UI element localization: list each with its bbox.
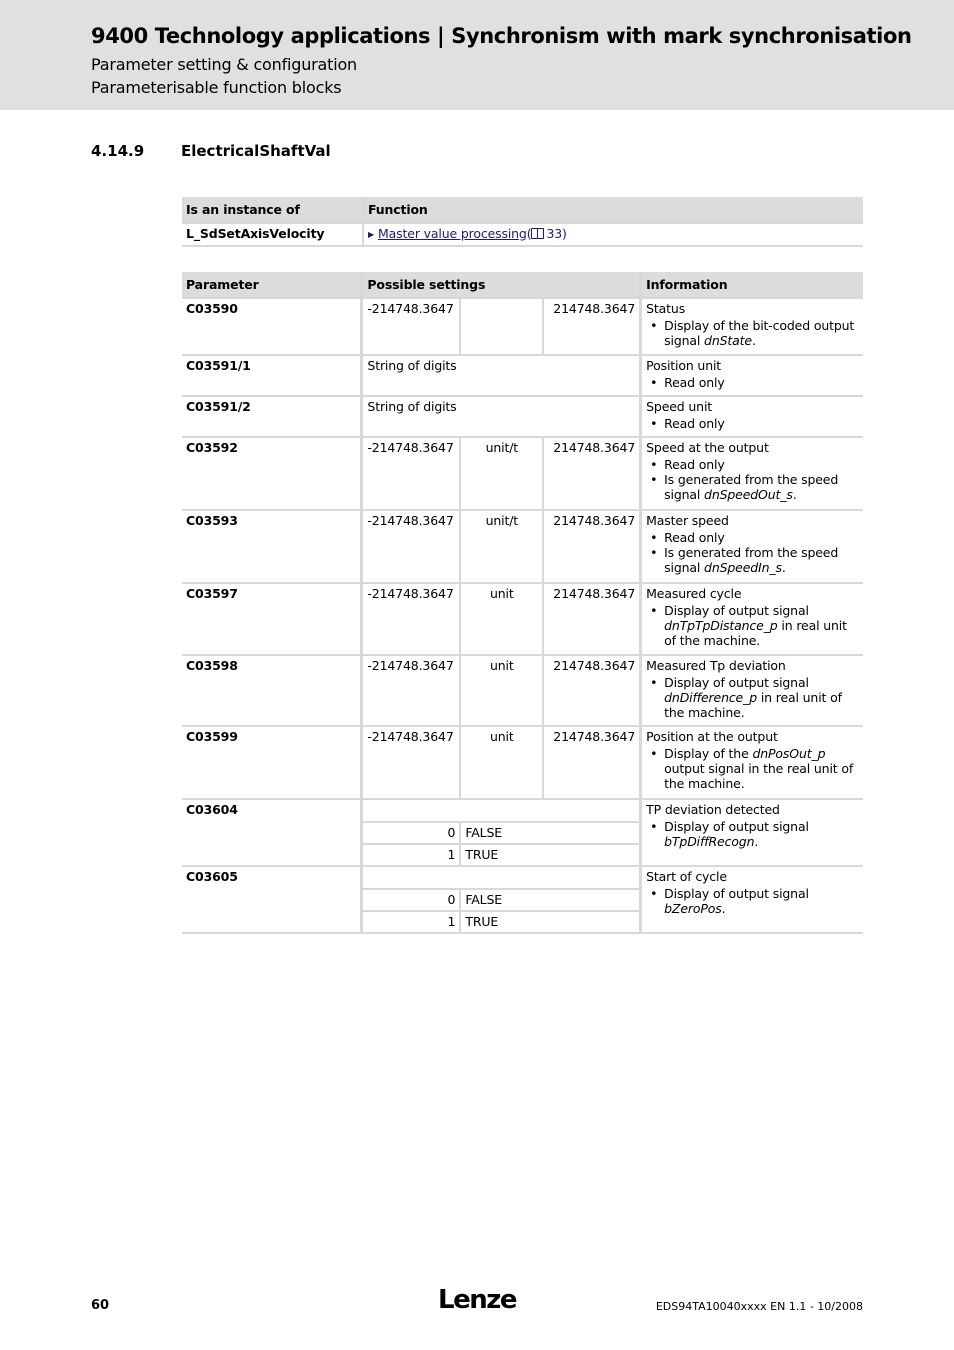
table-row xyxy=(182,655,863,726)
table-row xyxy=(182,799,863,822)
parameter-code: C03605 xyxy=(182,866,362,933)
table-row xyxy=(182,437,863,510)
setting-min: -214748.3647 xyxy=(362,726,460,799)
info-bullet: • Display of output signal bTpDiffRecogn. xyxy=(664,819,859,849)
setting-text: String of digits xyxy=(362,355,641,396)
table-row xyxy=(182,355,863,396)
selection-label: TRUE xyxy=(460,844,640,866)
setting-min: -214748.3647 xyxy=(362,655,460,726)
information-cell xyxy=(641,355,863,396)
table-row xyxy=(182,298,863,355)
setting-max: 214748.3647 xyxy=(543,726,640,799)
setting-max: 214748.3647 xyxy=(543,298,640,355)
setting-max: 214748.3647 xyxy=(543,510,640,583)
parameter-code: C03599 xyxy=(182,726,362,799)
setting-min: -214748.3647 xyxy=(362,298,460,355)
instance-header: Is an instance of xyxy=(182,197,363,223)
information-cell xyxy=(641,866,863,933)
parameter-code: C03591/2 xyxy=(182,396,362,437)
selection-header xyxy=(362,866,641,889)
information-cell xyxy=(641,655,863,726)
setting-unit xyxy=(460,298,543,355)
lenze-logo: Lenze xyxy=(438,1285,516,1315)
page-ref-open: ( xyxy=(526,226,532,241)
table-row xyxy=(182,726,863,799)
information-cell xyxy=(641,726,863,799)
setting-min: -214748.3647 xyxy=(362,437,460,510)
info-bullet: • Display of output signal bZeroPos. xyxy=(664,886,859,916)
setting-min: -214748.3647 xyxy=(362,510,460,583)
info-title: Speed at the output xyxy=(646,440,769,455)
info-title: Position at the output xyxy=(646,729,778,744)
table-row xyxy=(182,510,863,583)
information-cell xyxy=(641,298,863,355)
selection-label: FALSE xyxy=(460,822,640,844)
document-reference: EDS94TA10040xxxx EN 1.1 - 10/2008 xyxy=(655,1300,863,1313)
selection-value: 0 xyxy=(362,889,460,911)
info-bullet: • Display of the bit-coded output signal dnState. xyxy=(664,318,859,348)
info-title: TP deviation detected xyxy=(646,802,780,817)
settings-header: Possible settings xyxy=(362,272,641,298)
parameter-code: C03604 xyxy=(182,799,362,866)
instance-table xyxy=(182,197,863,247)
info-bullet: • Read only xyxy=(664,416,859,431)
info-bullet: • Display of output signal dnTpTpDistance_p in real unit of the machine. xyxy=(664,603,859,648)
setting-unit: unit/t xyxy=(460,510,543,583)
setting-unit: unit xyxy=(460,583,543,655)
page-number: 60 xyxy=(91,1298,110,1313)
parameter-code: C03597 xyxy=(182,583,362,655)
selection-label: TRUE xyxy=(460,911,640,933)
info-bullet: • Read only xyxy=(664,457,859,472)
information-header: Information xyxy=(641,272,863,298)
info-bullet: • Read only xyxy=(664,530,859,545)
info-title: Speed unit xyxy=(646,399,713,414)
function-header: Function xyxy=(363,197,863,223)
info-title: Measured Tp deviation xyxy=(646,658,786,673)
parameter-table xyxy=(182,272,863,934)
parameter-code: C03593 xyxy=(182,510,362,583)
instance-name: L_SdSetAxisVelocity xyxy=(182,223,363,246)
parameter-code: C03598 xyxy=(182,655,362,726)
selection-value: 1 xyxy=(362,911,460,933)
info-bullet: • Display of the dnPosOut_p output signal in the real unit of the machine. xyxy=(664,746,859,791)
information-cell xyxy=(641,583,863,655)
info-title: Position unit xyxy=(646,358,722,373)
section-title: ElectricalShaftVal xyxy=(181,142,331,160)
function-cell xyxy=(363,223,863,246)
info-title: Master speed xyxy=(646,513,729,528)
setting-min: -214748.3647 xyxy=(362,583,460,655)
book-icon xyxy=(531,228,544,239)
setting-unit: unit/t xyxy=(460,437,543,510)
selection-value: 0 xyxy=(362,822,460,844)
page-ref[interactable]: 33) xyxy=(546,226,567,241)
selection-value: 1 xyxy=(362,844,460,866)
information-cell xyxy=(641,510,863,583)
function-link[interactable]: Master value processing xyxy=(378,226,527,241)
document-title: 9400 Technology applications | Synchronism with mark synchronisation xyxy=(91,24,912,48)
information-cell xyxy=(641,437,863,510)
info-bullet: • Is generated from the speed signal dnSpeedIn_s. xyxy=(664,545,859,575)
info-bullet: • Is generated from the speed signal dnSpeedOut_s. xyxy=(664,472,859,502)
table-row xyxy=(182,396,863,437)
information-cell xyxy=(641,799,863,866)
parameter-code: C03592 xyxy=(182,437,362,510)
setting-max: 214748.3647 xyxy=(543,437,640,510)
section-number: 4.14.9 xyxy=(91,142,145,160)
section-heading xyxy=(91,142,331,160)
selection-label: FALSE xyxy=(460,889,640,911)
setting-max: 214748.3647 xyxy=(543,655,640,726)
info-title: Measured cycle xyxy=(646,586,742,601)
setting-text: String of digits xyxy=(362,396,641,437)
table-row xyxy=(182,583,863,655)
link-arrow-icon: ▶ xyxy=(368,230,375,239)
selection-header xyxy=(362,799,641,822)
parameter-code: C03590 xyxy=(182,298,362,355)
parameter-code: C03591/1 xyxy=(182,355,362,396)
info-title: Start of cycle xyxy=(646,869,727,884)
setting-unit: unit xyxy=(460,655,543,726)
document-subtitle-2: Parameterisable function blocks xyxy=(91,78,342,97)
info-bullet: • Display of output signal dnDifference_p in real unit of the machine. xyxy=(664,675,859,720)
parameter-header: Parameter xyxy=(182,272,362,298)
information-cell xyxy=(641,396,863,437)
document-subtitle-1: Parameter setting & configuration xyxy=(91,55,357,74)
info-bullet: • Read only xyxy=(664,375,859,390)
info-title: Status xyxy=(646,301,686,316)
table-row xyxy=(182,866,863,889)
setting-max: 214748.3647 xyxy=(543,583,640,655)
setting-unit: unit xyxy=(460,726,543,799)
